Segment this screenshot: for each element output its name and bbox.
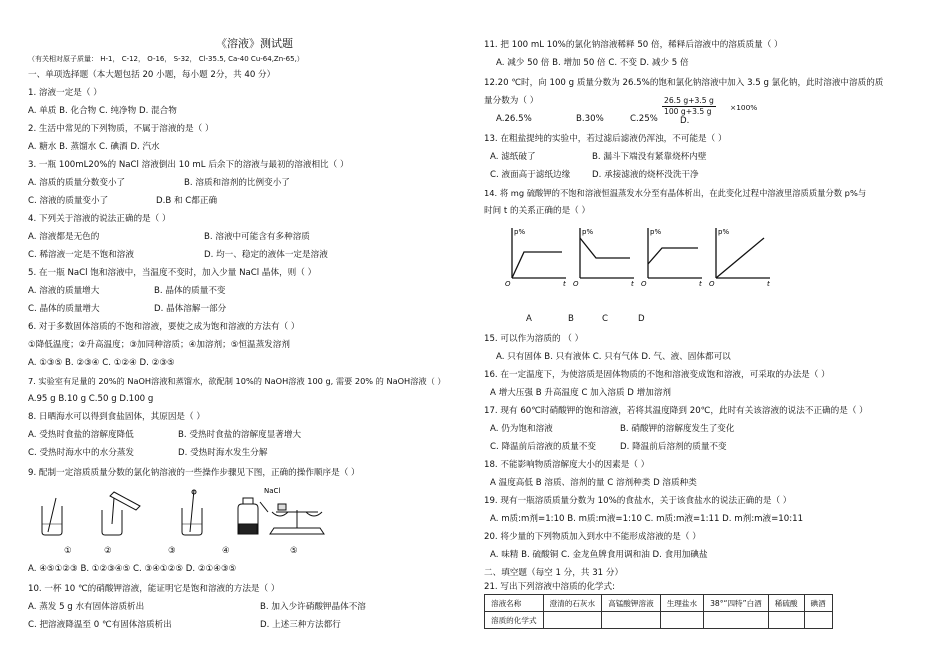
balance-scale-icon — [270, 504, 324, 534]
question-4: 4. 下列关于溶液的说法正确的是（ ） — [28, 214, 171, 224]
axis-origin: O — [505, 280, 511, 286]
table-cell[interactable] — [704, 612, 769, 629]
question-19-options: A. m质:m剂=1:10 B. m质:m液=1:10 C. m质:m液=1:11 D. m剂:m液=10:11 — [490, 514, 804, 524]
question-4-option-a: A. 溶液都是无色的 — [28, 232, 100, 242]
axis-label-y: p% — [514, 228, 526, 236]
question-12: 12.20 ℃时，向 100 g 质量分数为 26.5%的饱和氯化钠溶液中加入 3.5 g 氯化钠，此时溶液中溶质的质 — [484, 78, 884, 88]
reagent-bottle-icon — [238, 498, 268, 534]
question-5-option-c: C. 晶体的质量增大 — [28, 304, 100, 314]
question-12-option-b: B.30% — [576, 114, 604, 124]
question-17-option-b: B. 硝酸钾的溶解度发生了变化 — [620, 424, 735, 434]
question-4-option-d: D. 均一、稳定的液体一定是溶液 — [204, 250, 328, 260]
question-10-option-c: C. 把溶液降温至 0 ℃有固体溶质析出 — [28, 620, 172, 630]
question-8-option-d: D. 受热时海水发生分解 — [178, 448, 268, 458]
graph-label-a: A — [526, 314, 532, 324]
question-2: 2. 生活中常见的下列物质，不属于溶液的是（ ） — [28, 124, 214, 134]
question-7-options: A.95 g B.10 g C.50 g D.100 g — [28, 394, 154, 404]
axis-origin: O — [641, 280, 647, 286]
question-10-option-a: A. 蒸发 5 g 水有固体溶质析出 — [28, 602, 145, 612]
question-3-option-b: B. 溶质和溶剂的比例变小了 — [184, 178, 290, 188]
question-15: 15. 可以作为溶质的 （ ） — [484, 334, 584, 344]
question-17: 17. 现有 60℃时硝酸钾的饱和溶液，若将其温度降到 20℃，此时有关该溶液的说法不正确的是（ ） — [484, 406, 868, 416]
question-17-option-a: A. 仍为饱和溶液 — [490, 424, 553, 434]
question-3: 3. 一瓶 100mL20%的 NaCl 溶液倒出 10 mL 后余下的溶液与最初的溶液相比（ ） — [28, 160, 349, 170]
table-cell: 38°“四特”白酒 — [704, 595, 769, 612]
table-cell[interactable] — [804, 612, 832, 629]
question-8-option-a: A. 受热时食盐的溶解度降低 — [28, 430, 134, 440]
table-cell: 澄清的石灰水 — [543, 595, 602, 612]
page-title: 《溶液》测试题 — [216, 37, 293, 50]
question-16: 16. 在一定温度下，为使溶质是固体物质的不饱和溶液变成饱和溶液，可采取的办法是（ ） — [484, 370, 830, 380]
question-5-option-a: A. 溶液的质量增大 — [28, 286, 100, 296]
beaker-icon — [42, 498, 62, 535]
table-cell: 碘酒 — [804, 595, 832, 612]
question-5-option-d: D. 晶体溶解一部分 — [154, 304, 227, 314]
fraction-denominator: 100 g+3.5 g — [664, 107, 712, 116]
table-cell[interactable] — [660, 612, 703, 629]
graph-curve — [512, 252, 562, 278]
question-4-option-c: C. 稀溶液一定是不饱和溶液 — [28, 250, 134, 260]
question-3-option-a: A. 溶质的质量分数变小了 — [28, 178, 126, 188]
step-label-4: ④ — [222, 546, 230, 556]
question-19: 19. 现有一瓶溶质质量分数为 10%的食盐水，关于该食盐水的说法正确的是（ ） — [484, 496, 792, 506]
table-cell: 高锰酸钾溶液 — [602, 595, 661, 612]
fraction-numerator: 26.5 g+3.5 g — [664, 96, 714, 105]
stirring-beaker-icon — [182, 490, 202, 535]
question-8-option-c: C. 受热时海水中的水分蒸发 — [28, 448, 134, 458]
axis-label-x: t — [767, 280, 770, 286]
question-8: 8. 日晒海水可以得到食盐固体，其原因是（ ） — [28, 412, 205, 422]
question-5-option-b: B. 晶体的质量不变 — [154, 286, 226, 296]
table-cell: 稀硫酸 — [768, 595, 804, 612]
table-cell: 溶质的化学式 — [485, 612, 544, 629]
question-6-options: A. ①③⑤ B. ②③④ C. ①②④ D. ②③⑤ — [28, 358, 175, 368]
question-6: 6. 对于多数固体溶质的不饱和溶液，要使之成为饱和溶液的方法有（ ） — [28, 322, 300, 332]
graph-curve — [648, 248, 698, 264]
question-10-option-d: D. 上述三种方法都行 — [260, 620, 341, 630]
question-11-options: A. 减少 50 倍 B. 增加 50 倍 C. 不变 D. 减少 5 倍 — [496, 58, 689, 68]
axis-label-x: t — [699, 280, 702, 286]
question-20: 20. 将少量的下列物质加入到水中不能形成溶液的是（ ） — [484, 532, 701, 542]
question-11: 11. 把 100 mL 10%的氯化钠溶液稀释 50 倍，稀释后溶液中的溶质质量（ ） — [484, 40, 783, 50]
table-cell: 生理盐水 — [660, 595, 703, 612]
question-12-option-d-fraction — [662, 96, 716, 117]
step-label-5: ⑤ — [290, 546, 298, 556]
question-13-option-b: B. 漏斗下端没有紧靠烧杯内壁 — [592, 152, 707, 162]
question-9: 9. 配制一定溶质质量分数的氯化钠溶液的一些操作步骤见下图，正确的操作顺序是（ ） — [28, 468, 360, 478]
question-10: 10. 一杯 10 ℃的硝酸钾溶液，能证明它是饱和溶液的方法是（ ） — [28, 584, 280, 594]
step-label-1: ① — [64, 546, 72, 556]
question-2-options: A. 糖水 B. 蒸馏水 C. 碘酒 D. 汽水 — [28, 142, 160, 152]
graph-label-b: B — [568, 314, 574, 324]
graph-curve — [716, 238, 764, 278]
question-14: 14. 将 mg 硫酸钾的不饱和溶液恒温蒸发水分至有晶体析出，在此变化过程中溶液里溶质质量分数 p%与 — [484, 188, 867, 198]
question-18-options: A 温度高低 B 溶质、溶剂的量 C 溶剂种类 D 溶质种类 — [490, 478, 697, 488]
question-15-options: A. 只有固体 B. 只有液体 C. 只有气体 D. 气、液、固体都可以 — [496, 352, 731, 362]
q14-option-labels — [526, 314, 766, 325]
question-9-options: A. ④⑤①②③ B. ①②③④⑤ C. ③④①②⑤ D. ②①④③⑤ — [28, 564, 237, 574]
question-18: 18. 不能影响物质溶解度大小的因素是（ ） — [484, 460, 650, 470]
question-13-option-a: A. 滤纸破了 — [490, 152, 536, 162]
question-1-options: A. 单质 B. 化合物 C. 纯净物 D. 混合物 — [28, 106, 177, 116]
q9-circle-labels — [64, 546, 324, 557]
graph-label-c: C — [602, 314, 609, 324]
formula-table — [484, 594, 833, 629]
question-13-option-d: D. 承接滤液的烧杯没洗干净 — [592, 170, 699, 180]
table-cell[interactable] — [543, 612, 602, 629]
q9-apparatus-figure — [32, 484, 332, 540]
table-row — [485, 595, 833, 612]
question-5: 5. 在一瓶 NaCl 饱和溶液中，当温度不变时，加入少量 NaCl 晶体，则（ ） — [28, 268, 317, 278]
question-12-cont: 量分数为（ ） — [484, 96, 539, 106]
graph-label-d: D — [638, 314, 645, 324]
question-3-option-c: C. 溶液的质量变小了 — [28, 196, 109, 206]
step-label-3: ③ — [168, 546, 176, 556]
axis-label-x: t — [563, 280, 566, 286]
question-21: 21. 写出下列溶液中溶质的化学式: — [484, 582, 616, 592]
atomic-masses: （有关相对原子质量： H-1， C-12， O-16， S-32， Cl-35.5, Ca-40 Cu-64,Zn-65,） — [28, 55, 304, 63]
graph-curve — [580, 238, 630, 258]
question-6-statements: ①降低温度；②升高温度；③加同种溶质；④加溶剂；⑤恒温蒸发溶剂 — [28, 340, 290, 350]
question-3-option-d: D.B 和 C都正确 — [156, 196, 218, 206]
fraction-multiplier: ×100% — [730, 103, 758, 112]
question-10-option-b: B. 加入少许硝酸钾晶体不溶 — [260, 602, 366, 612]
axis-label-y: p% — [582, 228, 594, 236]
section-heading-1: 一、单项选择题（本大题包括 20 小题，每小题 2分，共 40 分） — [28, 70, 276, 80]
question-8-option-b: B. 受热时食盐的溶解度显著增大 — [178, 430, 302, 440]
question-7: 7. 实验室有足量的 20%的 NaOH溶液和蒸馏水，欲配制 10%的 NaOH溶液 100 g, 需要 20% 的 NaOH溶液（ ） — [28, 376, 446, 386]
nacl-label: NaCl — [264, 487, 281, 495]
question-12-option-a: A.26.5% — [496, 114, 532, 124]
step-label-2: ② — [104, 546, 112, 556]
question-16-options: A 增大压强 B 升高温度 C 加入溶质 D 增加溶剂 — [490, 388, 672, 398]
table-cell[interactable] — [602, 612, 661, 629]
axis-origin: O — [573, 280, 579, 286]
table-cell: 溶液名称 — [485, 595, 544, 612]
question-20-options: A. 味精 B. 硫酸铜 C. 金龙鱼牌食用调和油 D. 食用加碘盐 — [490, 550, 708, 560]
question-17-option-c: C. 降温前后溶液的质量不变 — [490, 442, 596, 452]
section-heading-2: 二、填空题（每空 1 分，共 31 分） — [484, 568, 624, 578]
axis-label-y: p% — [718, 228, 730, 236]
question-1: 1. 溶液一定是（ ） — [28, 88, 102, 98]
pouring-cylinder-icon — [102, 492, 140, 535]
question-13: 13. 在粗盐提纯的实验中，若过滤后滤液仍浑浊，不可能是（ ） — [484, 134, 727, 144]
table-cell[interactable] — [768, 612, 804, 629]
table-row — [485, 612, 833, 629]
question-17-option-d: D. 降温前后溶剂的质量不变 — [620, 442, 727, 452]
axis-origin: O — [709, 280, 715, 286]
question-13-option-c: C. 液面高于滤纸边缘 — [490, 170, 571, 180]
question-12-option-d: D. — [680, 116, 690, 126]
axis-label-y: p% — [650, 228, 662, 236]
q14-graphs — [504, 222, 774, 286]
question-4-option-b: B. 溶液中可能含有多种溶质 — [204, 232, 310, 242]
question-12-option-c: C.25% — [630, 114, 658, 124]
axis-label-x: t — [631, 280, 634, 286]
question-14-cont: 时间 t 的关系正确的是（ ） — [484, 206, 591, 216]
